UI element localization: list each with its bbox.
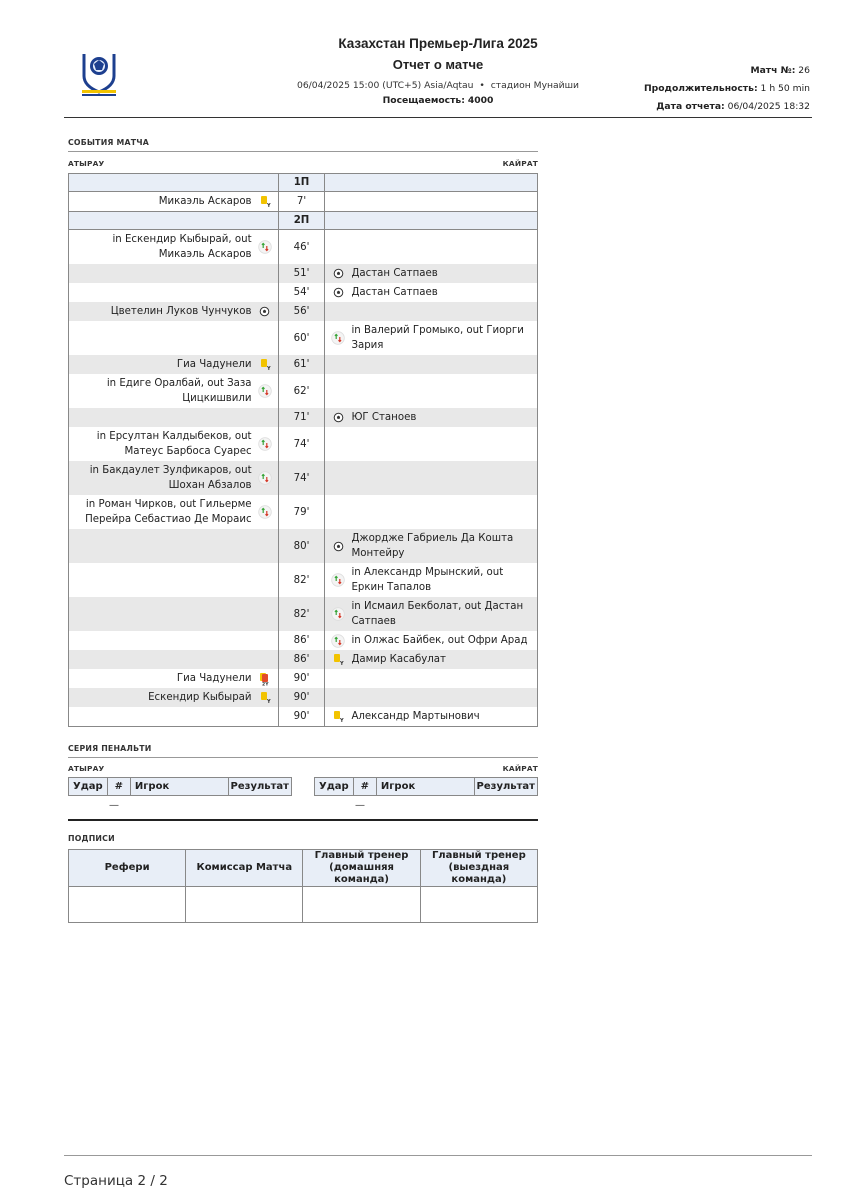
home-event-text: Микаэль Аскаров — [158, 196, 252, 207]
home-event-cell — [69, 192, 279, 212]
away-event-cell — [325, 408, 538, 427]
home-event-cell — [69, 283, 279, 302]
away-event-text: Дастан Сатпаев — [351, 268, 438, 279]
footer-divider — [64, 1155, 812, 1156]
away-event-text: in Валерий Громыко, out Гиорги Зария — [351, 325, 524, 351]
away-event-text: Александр Мартынович — [351, 711, 480, 722]
league-title: Казахстан Премьер-Лига 2025 — [338, 36, 538, 51]
penalties-section-divider — [68, 757, 538, 758]
home-event-text: in Бакдаулет Зулфикаров, out Шохан Абзалов — [89, 465, 252, 491]
home-event-cell — [69, 408, 279, 427]
away-event-cell — [325, 355, 538, 374]
event-row — [69, 650, 538, 669]
half-header-row — [69, 174, 538, 192]
home-event-cell — [69, 264, 279, 283]
match-datetime: 06/04/2025 15:00 (UTC+5) Asia/Aqtau — [296, 80, 474, 91]
goal-ball-icon — [331, 286, 345, 300]
penalties-section-label: СЕРИЯ ПЕНАЛЬТИ — [68, 744, 152, 753]
home-event-text: Гиа Чадунели — [176, 359, 252, 370]
attendance-value: 4000 — [467, 95, 494, 106]
event-row — [69, 355, 538, 374]
event-row — [69, 688, 538, 707]
home-event-cell — [69, 563, 279, 597]
away-penalties-table — [314, 777, 538, 796]
home-event-cell — [69, 688, 279, 707]
away-event-cell — [325, 321, 538, 355]
col-number: # — [353, 778, 376, 796]
home-penalties-empty: — — [109, 800, 119, 811]
duration-value: 1 h 50 min — [760, 83, 810, 94]
signature-referee-box — [69, 887, 186, 923]
signatures-table — [68, 849, 538, 923]
col-player: Игрок — [376, 778, 474, 796]
event-minute: 46' — [278, 230, 325, 265]
separator-dot: • — [479, 80, 485, 91]
event-row — [69, 669, 538, 688]
event-minute: 62' — [278, 374, 325, 408]
away-event-cell — [325, 427, 538, 461]
page-number: Страница 2 / 2 — [64, 1173, 168, 1189]
event-row — [69, 302, 538, 321]
events-away-team: КАЙРАТ — [502, 159, 538, 168]
match-datetime-venue — [240, 80, 636, 91]
event-row — [69, 631, 538, 650]
home-event-cell — [69, 427, 279, 461]
event-row — [69, 427, 538, 461]
event-minute: 60' — [278, 321, 325, 355]
home-event-cell — [69, 230, 279, 265]
report-title: Отчет о матче — [392, 57, 484, 72]
yellow-card-icon — [258, 195, 272, 209]
penalties-away-team: КАЙРАТ — [502, 764, 538, 773]
away-event-text: ЮГ Станоев — [351, 412, 417, 423]
substitution-icon — [331, 607, 345, 621]
home-event-cell — [69, 495, 279, 529]
home-event-text: in Едиге Оралбай, out Заза Цицкишвили — [106, 378, 252, 404]
away-event-cell — [325, 192, 538, 212]
duration-label: Продолжительность: — [643, 83, 758, 94]
events-home-team: АТЫРАУ — [68, 159, 105, 168]
home-event-cell — [69, 669, 279, 688]
away-event-cell — [325, 650, 538, 669]
event-minute: 56' — [278, 302, 325, 321]
event-minute: 86' — [278, 650, 325, 669]
home-event-text: in Ескендир Кыбырай, out Микаэль Аскаров — [112, 234, 252, 260]
half-header-row — [69, 212, 538, 230]
event-row — [69, 321, 538, 355]
half-label: 1П — [278, 174, 325, 192]
attendance — [300, 95, 576, 106]
event-minute: 74' — [278, 427, 325, 461]
away-event-cell — [325, 264, 538, 283]
event-minute: 80' — [278, 529, 325, 563]
attendance-label: Посещаемость: — [382, 95, 465, 106]
signature-home-coach-box — [303, 887, 420, 923]
home-event-cell — [69, 597, 279, 631]
event-row — [69, 374, 538, 408]
home-event-cell — [69, 461, 279, 495]
header-divider — [64, 117, 812, 118]
event-row — [69, 192, 538, 212]
report-meta — [644, 62, 810, 116]
events-section-divider — [68, 151, 538, 152]
substitution-icon — [258, 240, 272, 254]
event-row — [69, 230, 538, 265]
yellow-card-icon — [258, 358, 272, 372]
away-event-cell — [325, 283, 538, 302]
away-event-cell — [325, 302, 538, 321]
away-event-cell — [325, 529, 538, 563]
col-kick: Удар — [315, 778, 354, 796]
svg-text:Y: Y — [266, 699, 271, 704]
home-event-text: Ескендир Кыбырай — [148, 692, 252, 703]
match-events-table — [68, 173, 538, 727]
col-number: # — [107, 778, 130, 796]
svg-text:Y: Y — [266, 366, 271, 371]
match-no-value: 26 — [798, 65, 810, 76]
svg-text:2Y: 2Y — [262, 682, 269, 686]
away-event-cell — [325, 230, 538, 265]
report-header — [0, 0, 848, 120]
col-player: Игрок — [130, 778, 228, 796]
home-event-text: Цветелин Луков Чунчуков — [110, 306, 252, 317]
event-minute: 79' — [278, 495, 325, 529]
col-result: Результат — [474, 778, 537, 796]
substitution-icon — [258, 384, 272, 398]
away-event-cell — [325, 374, 538, 408]
away-event-text: in Александр Мрынский, out Еркин Тапалов — [351, 567, 504, 593]
away-event-cell — [325, 461, 538, 495]
league-logo — [78, 52, 120, 98]
col-home-coach: Главный тренер (домашняя команда) — [303, 850, 420, 887]
away-event-cell — [325, 669, 538, 688]
event-row — [69, 408, 538, 427]
event-row — [69, 495, 538, 529]
goal-ball-icon — [258, 305, 272, 319]
event-row — [69, 529, 538, 563]
second-yellow-card-icon — [258, 672, 272, 686]
away-event-text: Дамир Касабулат — [351, 654, 446, 665]
home-event-cell — [69, 374, 279, 408]
away-penalties-empty: — — [355, 800, 365, 811]
away-event-text: in Олжас Байбек, out Офри Арад — [351, 635, 528, 646]
col-referee: Рефери — [69, 850, 186, 887]
event-row — [69, 597, 538, 631]
penalties-home-team: АТЫРАУ — [68, 764, 105, 773]
col-kick: Удар — [69, 778, 108, 796]
event-row — [69, 461, 538, 495]
event-minute: 90' — [278, 707, 325, 727]
away-event-cell — [325, 631, 538, 650]
away-event-text: Дастан Сатпаев — [351, 287, 438, 298]
event-minute: 82' — [278, 563, 325, 597]
event-minute: 90' — [278, 669, 325, 688]
substitution-icon — [258, 471, 272, 485]
away-event-cell — [325, 707, 538, 727]
venue: стадион Мунайши — [490, 80, 579, 91]
home-event-cell — [69, 631, 279, 650]
event-minute: 71' — [278, 408, 325, 427]
home-penalties-table — [68, 777, 292, 796]
substitution-icon — [331, 634, 345, 648]
yellow-card-icon — [258, 691, 272, 705]
svg-text:Y: Y — [340, 661, 345, 666]
event-minute: 51' — [278, 264, 325, 283]
events-section-label: СОБЫТИЯ МАТЧА — [68, 138, 149, 147]
svg-text:Y: Y — [266, 203, 271, 208]
substitution-icon — [331, 331, 345, 345]
col-result: Результат — [228, 778, 291, 796]
away-event-text: in Исмаил Бекболат, out Дастан Сатпаев — [351, 601, 524, 627]
event-minute: 54' — [278, 283, 325, 302]
goal-ball-icon — [331, 267, 345, 281]
signature-commissioner-box — [186, 887, 303, 923]
substitution-icon — [258, 505, 272, 519]
event-row — [69, 264, 538, 283]
home-event-text: in Роман Чирков, out Гильерме Перейра Себастиао Де Мораис — [85, 499, 252, 525]
signature-away-coach-box — [420, 887, 537, 923]
goal-ball-icon — [331, 411, 345, 425]
event-row — [69, 707, 538, 727]
home-event-text: in Ерсултан Калдыбеков, out Матеус Барбоса Суарес — [96, 431, 252, 457]
event-minute: 7' — [278, 192, 325, 212]
svg-text:Y: Y — [340, 718, 345, 723]
away-event-cell — [325, 495, 538, 529]
half-label: 2П — [278, 212, 325, 230]
home-event-cell — [69, 707, 279, 727]
home-event-cell — [69, 529, 279, 563]
event-row — [69, 283, 538, 302]
penalties-divider — [68, 819, 538, 821]
report-date-value: 06/04/2025 18:32 — [727, 101, 810, 112]
event-minute: 90' — [278, 688, 325, 707]
match-no-label: Матч №: — [750, 65, 796, 76]
away-event-cell — [325, 563, 538, 597]
away-event-cell — [325, 597, 538, 631]
event-minute: 82' — [278, 597, 325, 631]
event-minute: 86' — [278, 631, 325, 650]
goal-ball-icon — [331, 539, 345, 553]
home-event-cell — [69, 355, 279, 374]
col-away-coach: Главный тренер (выездная команда) — [420, 850, 537, 887]
report-date-label: Дата отчета: — [656, 101, 725, 112]
signatures-section-label: ПОДПИСИ — [68, 834, 115, 843]
yellow-card-icon — [331, 710, 345, 724]
substitution-icon — [258, 437, 272, 451]
home-event-cell — [69, 321, 279, 355]
home-event-text: Гиа Чадунели — [176, 673, 252, 684]
home-event-cell — [69, 302, 279, 321]
col-commissioner: Комиссар Матча — [186, 850, 303, 887]
away-event-cell — [325, 688, 538, 707]
home-event-cell — [69, 650, 279, 669]
event-row — [69, 563, 538, 597]
event-minute: 74' — [278, 461, 325, 495]
event-minute: 61' — [278, 355, 325, 374]
substitution-icon — [331, 573, 345, 587]
away-event-text: Джордже Габриель Да Кошта Монтейру — [351, 533, 514, 559]
yellow-card-icon — [331, 653, 345, 667]
